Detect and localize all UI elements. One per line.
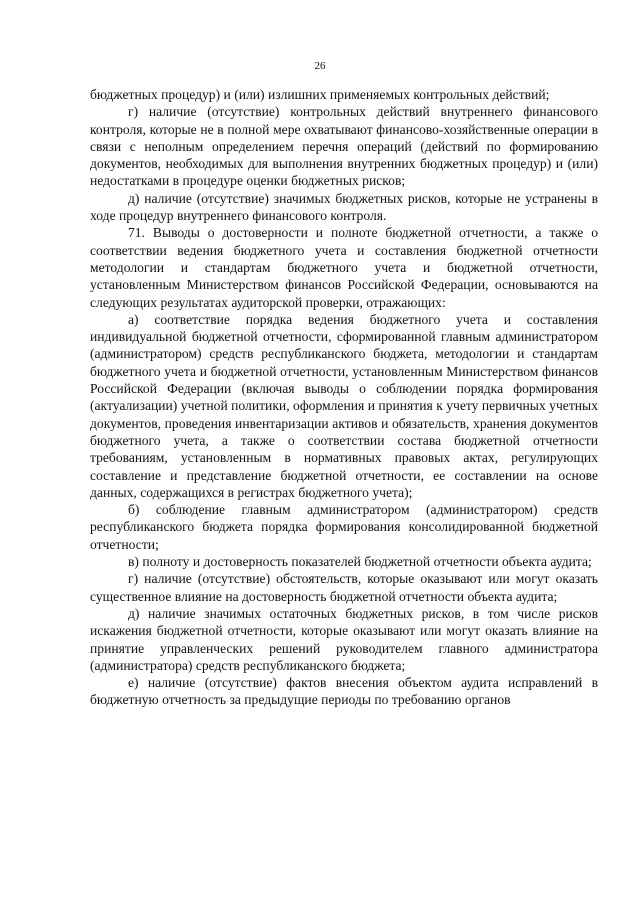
- paragraph-item-e-corrections: е) наличие (отсутствие) фактов внесения объектом аудита исправлений в бюджетную отчетность за предыдущие периоды по требованию органов: [90, 675, 598, 708]
- paragraph-item-b-consolidated-reporting: б) соблюдение главным администратором (администратором) средств республиканского бюджета порядка формирования консолидированной бюджетной отчетности;: [90, 502, 598, 552]
- paragraph-item-g-circumstances: г) наличие (отсутствие) обстоятельств, которые оказывают или могут оказать существенное влияние на достоверность бюджетной отчетности объекта аудита;: [90, 571, 598, 604]
- paragraph-section-71: 71. Выводы о достоверности и полноте бюджетной отчетности, а также о соответствии ведения бюджетного учета и составления бюджетной отчетности методологии и стандартам бюджетного учета и бюджетной отчетности, установленным Министерством финансов Российской Федерации, основываются на следующих результатах аудиторской проверки, отражающих:: [90, 225, 598, 310]
- paragraph-item-v-reporting-completeness: в) полноту и достоверность показателей бюджетной отчетности объекта аудита;: [128, 554, 592, 570]
- paragraph-continuation: бюджетных процедур) и (или) излишних применяемых контрольных действий;: [90, 87, 550, 102]
- paragraph-item-d-residual-risks: д) наличие значимых остаточных бюджетных рисков, в том числе рисков искажения бюджетной отчетности, которые оказывают или могут оказать влияние на принятие управленческих решений руководителем главного администратора (администратора) средств республиканского бюджета;: [90, 605, 598, 673]
- paragraph-item-d-budget-risks: д) наличие (отсутствие) значимых бюджетных рисков, которые не устранены в ходе процедур внутреннего финансового контроля.: [90, 190, 598, 224]
- paragraph-item-a-accounting-compliance: а) соответствие порядка ведения бюджетного учета и составления индивидуальной бюджетной отчетности, сформированной главным администратором (администратором) средств республиканского бюджета, методологии и стандартам бюджетного учета и бюджетной отчетности, установленным Министерством финансов Российской Федерации (включая выводы о соблюдении порядка формирования (актуализации) учетной политики, оформления и принятия к учету первичных учетных документов, проведения инвентаризации активов и обязательств, хранения документов бюджетного учета, а также о соответствии состава бюджетной отчетности требованиям, установленным в нормативных правовых актах, регулирующих составление и представление бюджетной отчетности, ее составлении на основе данных, содержащихся в регистрах бюджетного учета);: [90, 311, 598, 500]
- page-number: 26: [314, 60, 326, 72]
- document-body: [90, 86, 598, 709]
- paragraph-item-g-internal-control: г) наличие (отсутствие) контрольных действий внутреннего финансового контроля, которые не в полной мере охватывают финансово-хозяйственные операции в связи с неполным определением перечня операций (действий по формированию документов, необходимых для выполнения внутренних бюджетных процедур) и (или) недостатками в процедуре оценки бюджетных рисков;: [90, 104, 598, 189]
